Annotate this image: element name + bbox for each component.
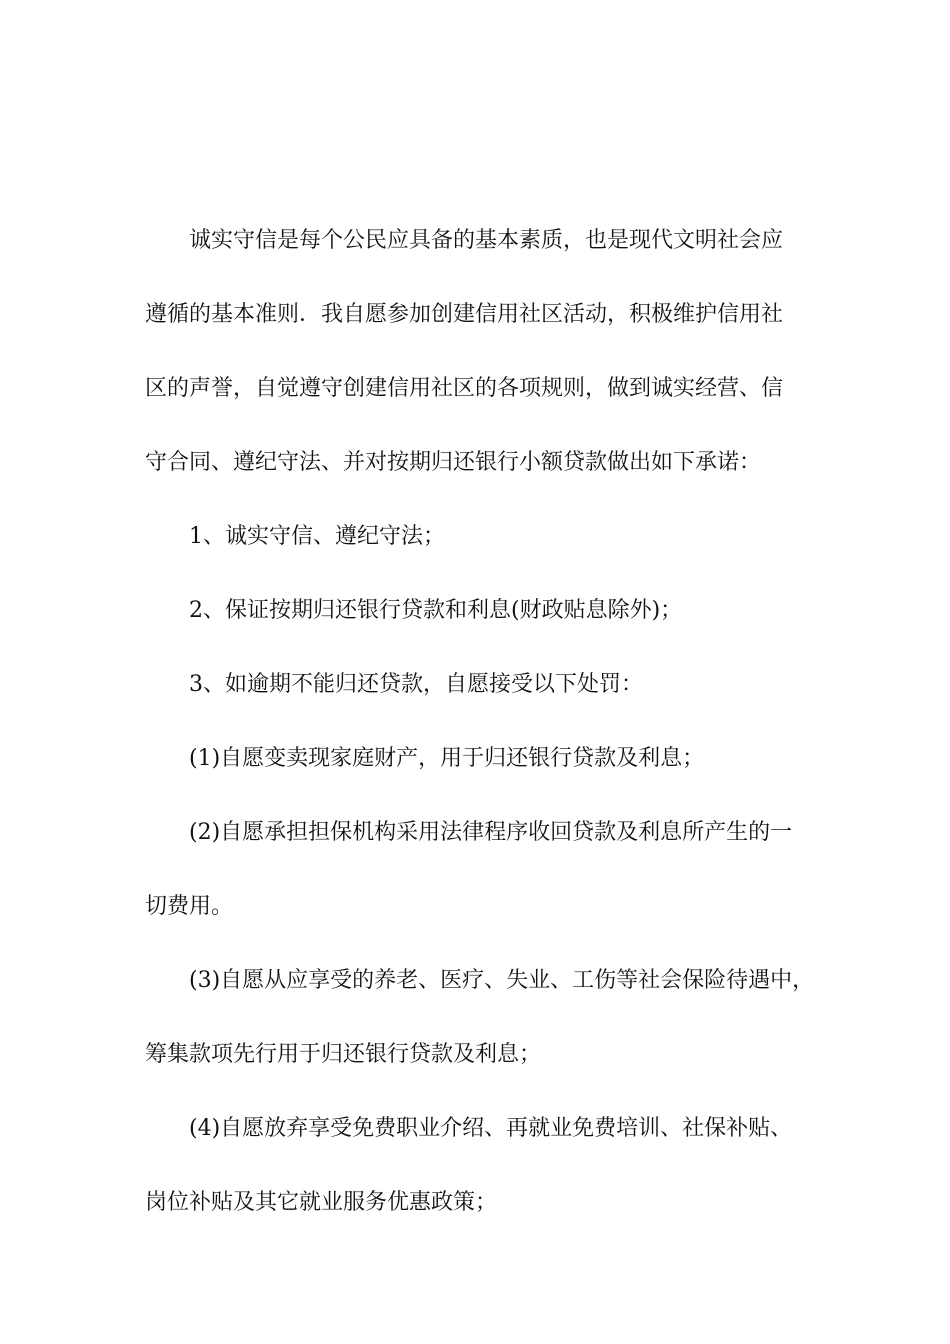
paragraph-subitem-4 [145, 1092, 805, 1240]
paragraph-item-3 [145, 648, 805, 722]
text-line: (4)自愿放弃享受免费职业介绍、再就业免费培训、社保补贴、 [189, 1116, 793, 1141]
paragraph-item-2 [145, 574, 805, 648]
paragraph-subitem-1 [145, 722, 805, 796]
text-line: 1、诚实守信、遵纪守法； [189, 524, 445, 549]
text-line: 2、保证按期归还银行贷款和利息(财政贴息除外)； [189, 598, 683, 623]
text-line: (3)自愿从应享受的养老、医疗、失业、工伤等社会保险待遇中， [189, 968, 815, 993]
text-line: (1)自愿变卖现家庭财产，用于归还银行贷款及利息； [189, 746, 705, 771]
text-line: 诚实守信是每个公民应具备的基本素质，也是现代文明社会应 [189, 228, 784, 253]
text-line: (2)自愿承担担保机构采用法律程序收回贷款及利息所产生的一 [189, 820, 793, 845]
text-line: 筹集款项先行用于归还银行贷款及利息； [145, 1042, 542, 1067]
document-body [145, 204, 815, 1240]
paragraph-item-1 [145, 500, 805, 574]
text-line: 切费用。 [145, 894, 234, 919]
text-line: 遵循的基本准则．我自愿参加创建信用社区活动，积极维护信用社 [145, 302, 784, 327]
paragraph-intro [145, 204, 805, 500]
paragraph-subitem-3 [145, 944, 815, 1092]
paragraph-subitem-2 [145, 796, 805, 944]
text-line: 岗位补贴及其它就业服务优惠政策； [145, 1190, 498, 1215]
text-line: 3、如逾期不能归还贷款，自愿接受以下处罚： [189, 672, 643, 697]
text-line: 区的声誉，自觉遵守创建信用社区的各项规则，做到诚实经营、信 [145, 376, 784, 401]
text-line: 守合同、遵纪守法、并对按期归还银行小额贷款做出如下承诺： [145, 450, 762, 475]
